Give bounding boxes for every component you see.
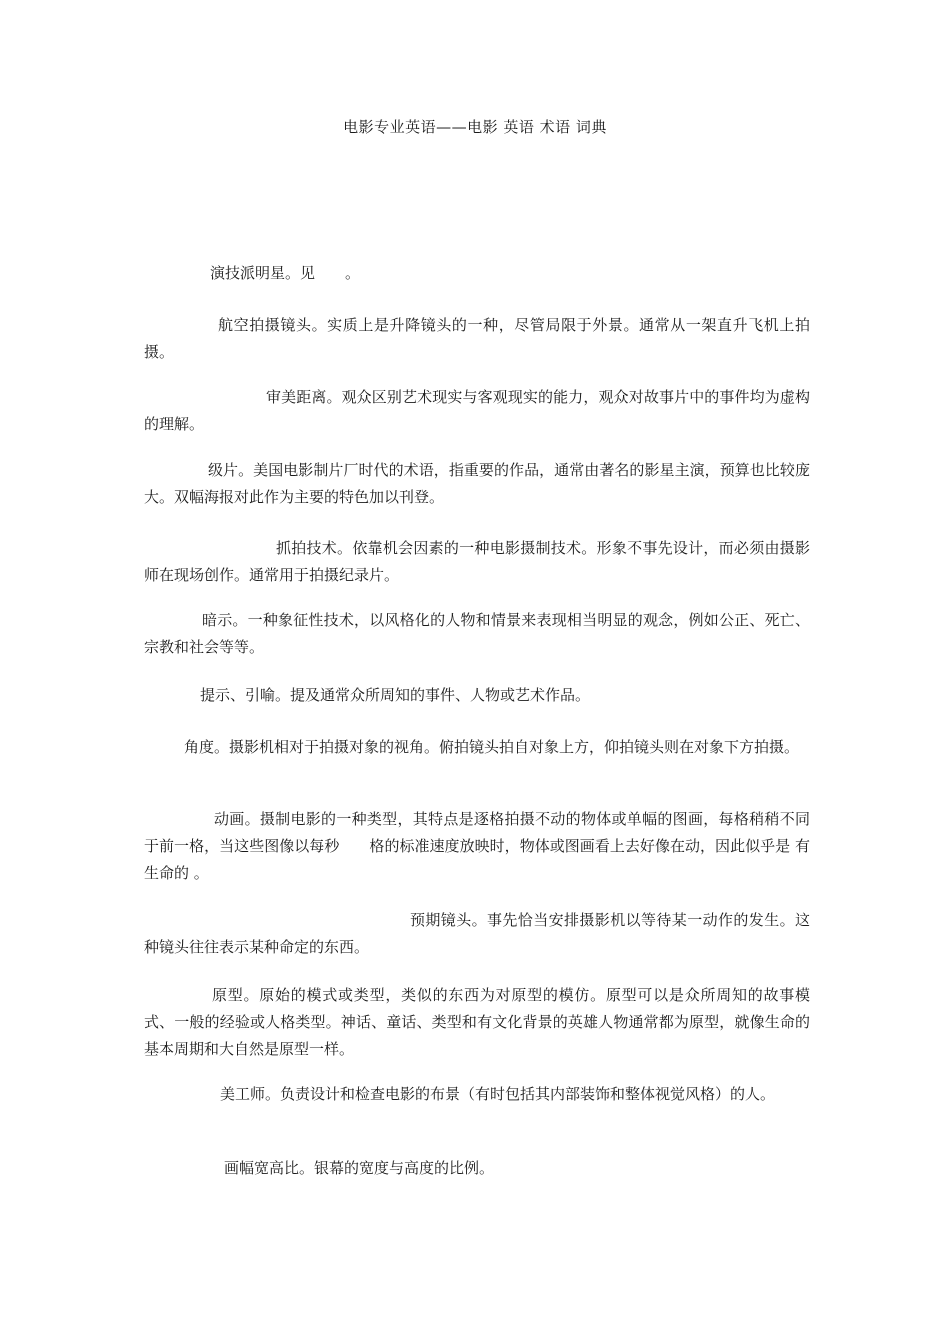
glossary-entry: 航空拍摄镜头。实质上是升降镜头的一种，尽管局限于外景。通常从一架直升飞机上拍摄。 (144, 316, 810, 361)
glossary-entry: 预期镜头。事先恰当安排摄影机以等待某一动作的发生。这种镜头往往表示某种命定的东西。 (144, 911, 810, 956)
glossary-entry: 角度。摄影机相对于拍摄对象的视角。俯拍镜头拍自对象上方，仰拍镜头则在对象下方拍摄。 (184, 738, 800, 756)
glossary-entry: 美工师。负责设计和检查电影的布景（有时包括其内部装饰和整体视觉风格）的人。 (220, 1085, 776, 1103)
glossary-entry: 级片。美国电影制片厂时代的术语，指重要的作品，通常由著名的影星主演，预算也比较庞大。双幅海报对此作为主要的特色加以刊登。 (144, 461, 810, 506)
glossary-entry: 暗示。一种象征性技术，以风格化的人物和情景来表现相当明显的观念，例如公正、死亡、宗教和社会等等。 (144, 611, 810, 656)
page-title: 电影专业英语——电影 英语 术语 词典 (343, 118, 607, 136)
glossary-entry: 动画。摄制电影的一种类型，其特点是逐格拍摄不动的物体或单幅的图画，每格稍稍不同于前一格，当这些图像以每秒 格的标准速度放映时，物体或图画看上去好像在动，因此似乎是 有生命的 。 (144, 810, 810, 882)
glossary-entry: 原型。原始的模式或类型，类似的东西为对原型的模仿。原型可以是众所周知的故事模式、一般的经验或人格类型。神话、童话、类型和有文化背景的英雄人物通常都为原型，就像生命的基本周期和大自然是原型一样。 (144, 986, 810, 1058)
glossary-entry: 抓拍技术。依靠机会因素的一种电影摄制技术。形象不事先设计，而必须由摄影师在现场创作。通常用于拍摄纪录片。 (144, 539, 810, 584)
glossary-entry: 审美距离。观众区别艺术现实与客观现实的能力，观众对故事片中的事件均为虚构的理解。 (144, 388, 810, 433)
glossary-entry: 提示、引喻。提及通常众所周知的事件、人物或艺术作品。 (200, 686, 591, 704)
glossary-entry: 画幅宽高比。银幕的宽度与高度的比例。 (224, 1159, 495, 1177)
glossary-entry: 演技派明星。见 。 (210, 264, 361, 282)
